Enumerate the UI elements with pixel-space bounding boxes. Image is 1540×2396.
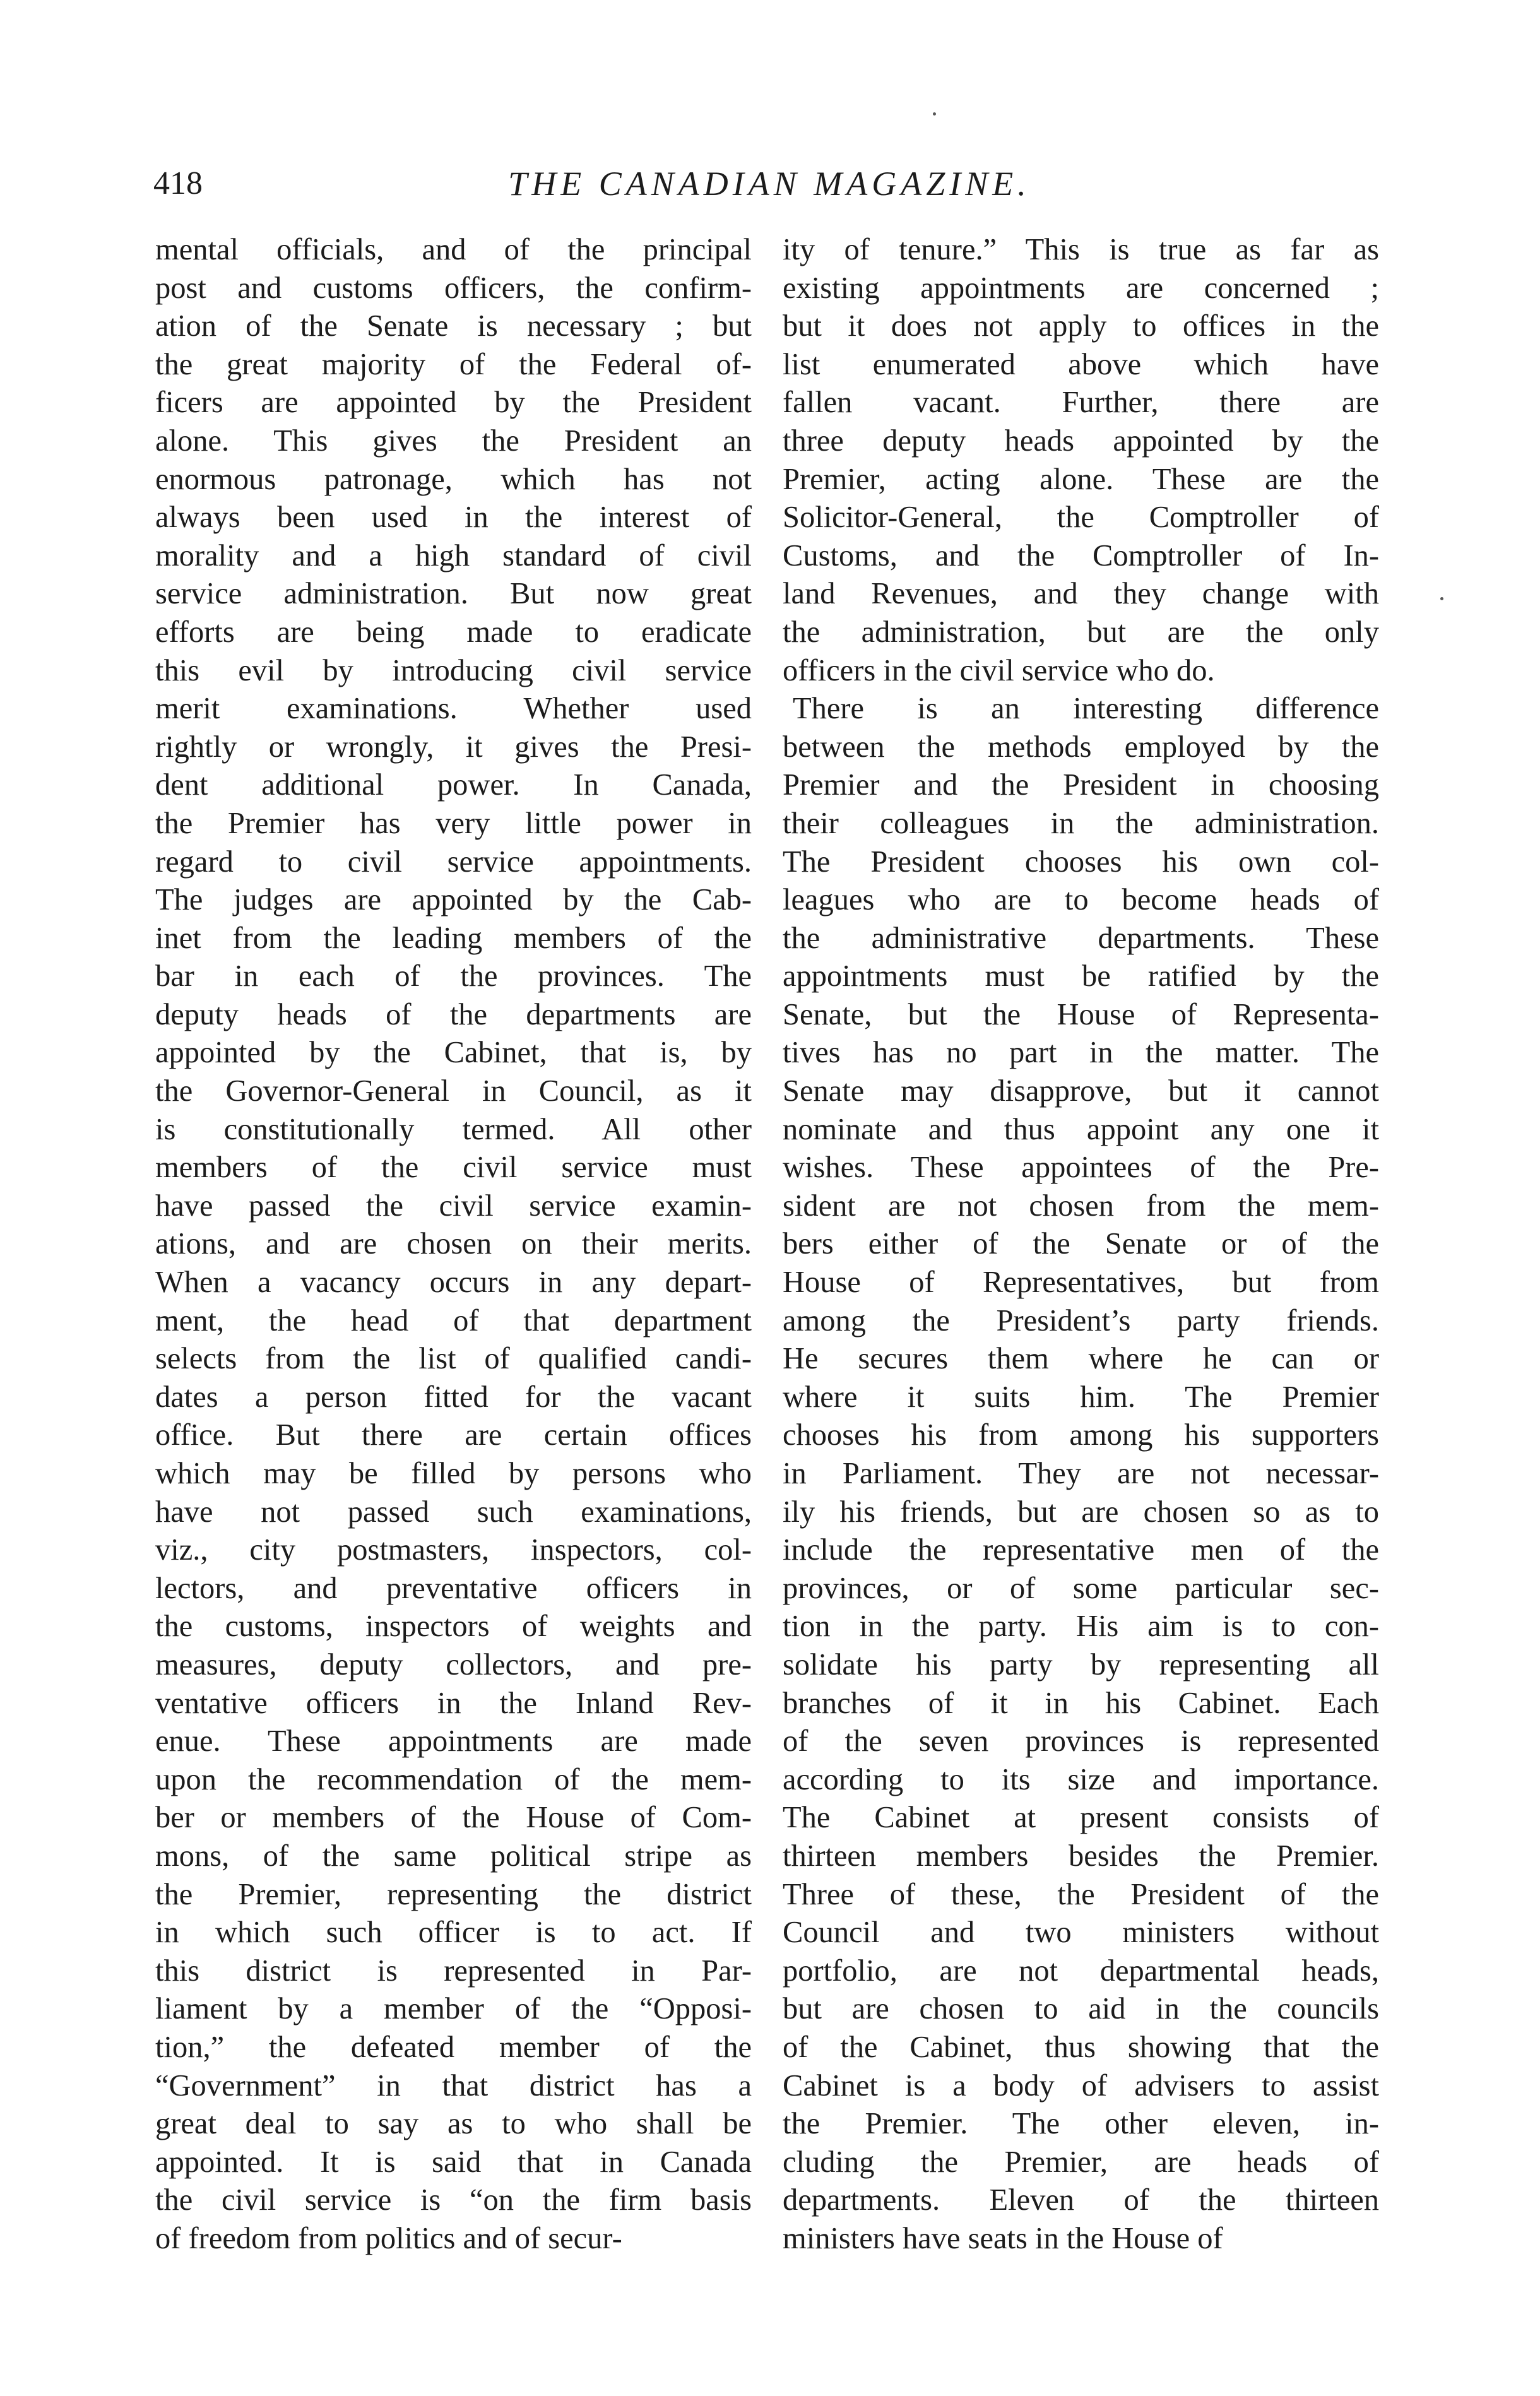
text-line: tives has no part in the matter. The: [783, 1036, 1379, 1070]
text-line: mental officials, and of the principal: [155, 233, 752, 266]
text-line: He secures them where he can or: [783, 1342, 1379, 1376]
text-line: ventative officers in the Inland Rev-: [155, 1686, 752, 1720]
text-line: the Governor-General in Council, as it: [155, 1074, 752, 1108]
text-line: portfolio, are not departmental heads,: [783, 1954, 1379, 1988]
page-number: 418: [153, 165, 203, 201]
text-line: When a vacancy occurs in any depart-: [155, 1266, 752, 1300]
text-column-left: [155, 231, 752, 2258]
text-line: ation of the Senate is necessary ; but: [155, 309, 752, 343]
text-line: members of the civil service must: [155, 1151, 752, 1185]
text-line: but are chosen to aid in the councils: [783, 1992, 1379, 2026]
text-line: enue. These appointments are made: [155, 1724, 752, 1758]
text-line: ations, and are chosen on their merits.: [155, 1227, 752, 1261]
print-speck: [933, 112, 936, 116]
text-line: sident are not chosen from the mem-: [783, 1189, 1379, 1223]
text-line: ber or members of the House of Com-: [155, 1801, 752, 1835]
running-title: THE CANADIAN MAGAZINE.: [508, 165, 1031, 203]
text-line: of the seven provinces is represented: [783, 1724, 1379, 1758]
text-line: Customs, and the Comptroller of In-: [783, 538, 1379, 572]
text-line: great deal to say as to who shall be: [155, 2107, 752, 2141]
text-line: the Premier has very little power in: [155, 806, 752, 840]
text-line: appointed. It is said that in Canada: [155, 2145, 752, 2179]
text-line: selects from the list of qualified candi-: [155, 1342, 752, 1376]
text-line: inet from the leading members of the: [155, 921, 752, 955]
text-line: chooses his from among his supporters: [783, 1418, 1379, 1452]
text-line: alone. This gives the President an: [155, 424, 752, 458]
text-line: dent additional power. In Canada,: [155, 768, 752, 802]
text-line: Three of these, the President of the: [783, 1877, 1379, 1911]
text-line: the Premier. The other eleven, in-: [783, 2107, 1379, 2141]
text-line: their colleagues in the administration.: [783, 806, 1379, 840]
text-line: leagues who are to become heads of: [783, 883, 1379, 917]
text-line: according to its size and importance.: [783, 1762, 1379, 1796]
text-line: Solicitor-General, the Comptroller of: [783, 501, 1379, 535]
text-line: The President chooses his own col-: [783, 845, 1379, 879]
text-line: ministers have seats in the House of: [783, 2221, 1223, 2255]
text-line: appointments must be ratified by the: [783, 959, 1379, 993]
text-line: measures, deputy collectors, and pre-: [155, 1647, 752, 1681]
text-line: The Cabinet at present consists of: [783, 1801, 1379, 1835]
text-line: the customs, inspectors of weights and: [155, 1610, 752, 1644]
text-line: House of Representatives, but from: [783, 1266, 1379, 1300]
text-line: ity of tenure.” This is true as far as: [783, 233, 1379, 266]
text-line: wishes. These appointees of the Pre-: [783, 1151, 1379, 1185]
text-line: upon the recommendation of the mem-: [155, 1762, 752, 1796]
text-line: the great majority of the Federal of-: [155, 347, 752, 381]
text-line: of freedom from politics and of secur-: [155, 2221, 622, 2255]
text-line: ily his friends, but are chosen so as to: [783, 1495, 1379, 1529]
text-line: enormous patronage, which has not: [155, 462, 752, 496]
text-line: solidate his party by representing all: [783, 1647, 1379, 1681]
text-line: tion,” the defeated member of the: [155, 2030, 752, 2064]
text-line: departments. Eleven of the thirteen: [783, 2183, 1379, 2217]
text-line: post and customs officers, the confirm-: [155, 271, 752, 305]
text-line: viz., city postmasters, inspectors, col-: [155, 1533, 752, 1567]
text-line: Premier and the President in choosing: [783, 768, 1379, 802]
text-line: regard to civil service appointments.: [155, 845, 752, 879]
text-line: is constitutionally termed. All other: [155, 1112, 752, 1146]
text-line: rightly or wrongly, it gives the Presi-: [155, 730, 752, 764]
text-line: ficers are appointed by the President: [155, 386, 752, 420]
text-column-right: [783, 231, 1379, 2258]
text-line: fallen vacant. Further, there are: [783, 386, 1379, 420]
text-line: Cabinet is a body of advisers to assist: [783, 2068, 1379, 2102]
text-line: nominate and thus appoint any one it: [783, 1112, 1379, 1146]
text-line: mons, of the same political stripe as: [155, 1839, 752, 1873]
text-line: Council and two ministers without: [783, 1916, 1379, 1950]
text-line: list enumerated above which have: [783, 347, 1379, 381]
text-line: this district is represented in Par-: [155, 1954, 752, 1988]
text-line: among the President’s party friends.: [783, 1303, 1379, 1337]
text-line: service administration. But now great: [155, 577, 752, 611]
text-line: dates a person fitted for the vacant: [155, 1380, 752, 1414]
text-line: of the Cabinet, thus showing that the: [783, 2030, 1379, 2064]
text-line: the administration, but are the only: [783, 615, 1379, 649]
text-line: have passed the civil service examin-: [155, 1189, 752, 1223]
text-line: office. But there are certain offices: [155, 1418, 752, 1452]
text-line: “Government” in that district has a: [155, 2068, 752, 2102]
text-line: deputy heads of the departments are: [155, 997, 752, 1031]
text-line: There is an interesting difference: [793, 692, 1379, 726]
text-line: Premier, acting alone. These are the: [783, 462, 1379, 496]
text-line: tion in the party. His aim is to con-: [783, 1610, 1379, 1644]
text-line: between the methods employed by the: [783, 730, 1379, 764]
text-line: three deputy heads appointed by the: [783, 424, 1379, 458]
text-line: have not passed such examinations,: [155, 1495, 752, 1529]
text-line: existing appointments are concerned ;: [783, 271, 1379, 305]
text-line: The judges are appointed by the Cab-: [155, 883, 752, 917]
text-line: where it suits him. The Premier: [783, 1380, 1379, 1414]
text-line: efforts are being made to eradicate: [155, 615, 752, 649]
text-line: morality and a high standard of civil: [155, 538, 752, 572]
text-line: bar in each of the provinces. The: [155, 959, 752, 993]
page-header: [153, 155, 1385, 212]
text-line: merit examinations. Whether used: [155, 692, 752, 726]
text-line: include the representative men of the: [783, 1533, 1379, 1567]
text-line: Senate, but the House of Representa-: [783, 997, 1379, 1031]
text-line: in Parliament. They are not necessar-: [783, 1457, 1379, 1490]
text-line: this evil by introducing civil service: [155, 653, 752, 687]
text-line: officers in the civil service who do.: [783, 653, 1215, 687]
text-line: the civil service is “on the firm basis: [155, 2183, 752, 2217]
text-line: but it does not apply to offices in the: [783, 309, 1379, 343]
text-line: the Premier, representing the district: [155, 1877, 752, 1911]
text-line: bers either of the Senate or of the: [783, 1227, 1379, 1261]
text-line: land Revenues, and they change with: [783, 577, 1379, 611]
text-line: liament by a member of the “Opposi-: [155, 1992, 752, 2026]
print-speck: [1440, 597, 1443, 600]
text-line: Senate may disapprove, but it cannot: [783, 1074, 1379, 1108]
text-line: always been used in the interest of: [155, 501, 752, 535]
text-line: lectors, and preventative officers in: [155, 1571, 752, 1605]
text-line: cluding the Premier, are heads of: [783, 2145, 1379, 2179]
text-line: provinces, or of some particular sec-: [783, 1571, 1379, 1605]
text-line: the administrative departments. These: [783, 921, 1379, 955]
text-line: branches of it in his Cabinet. Each: [783, 1686, 1379, 1720]
text-line: in which such officer is to act. If: [155, 1916, 752, 1950]
text-line: which may be filled by persons who: [155, 1457, 752, 1490]
text-line: appointed by the Cabinet, that is, by: [155, 1036, 752, 1070]
text-line: ment, the head of that department: [155, 1303, 752, 1337]
text-line: thirteen members besides the Premier.: [783, 1839, 1379, 1873]
